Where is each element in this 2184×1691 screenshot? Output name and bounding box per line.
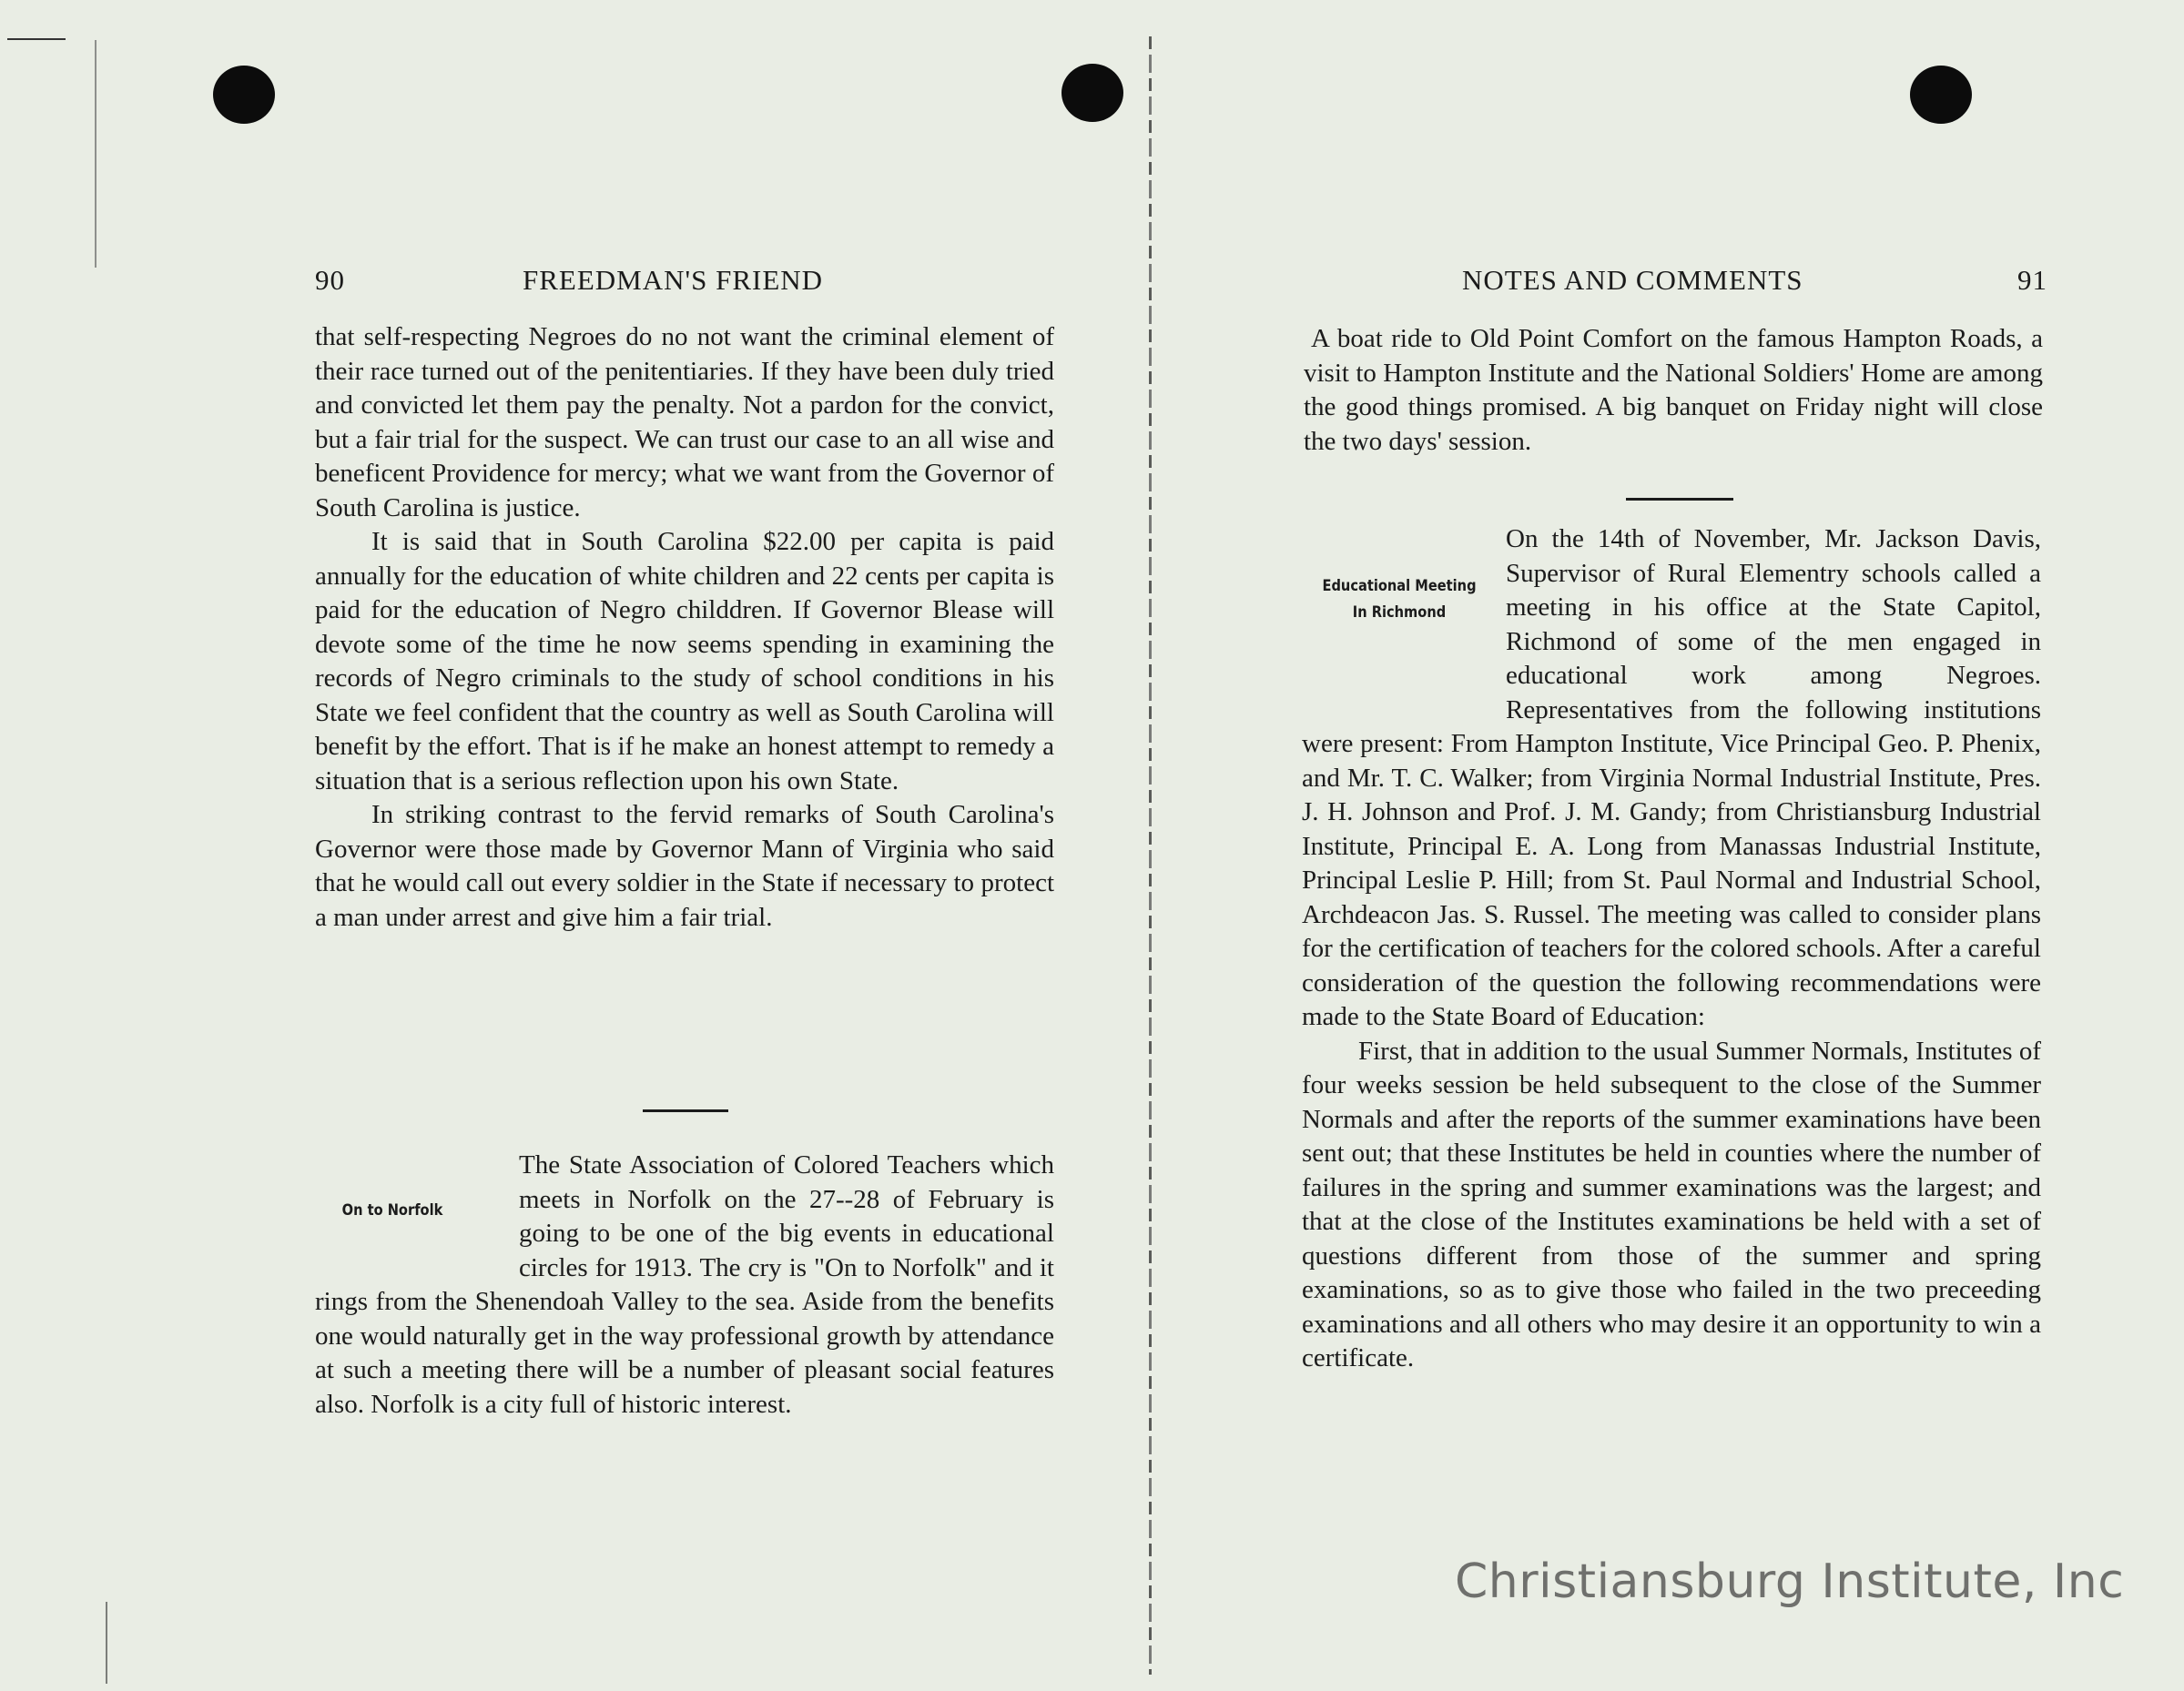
right-intro-block (1304, 322, 2043, 459)
paragraph-south-carolina-education: It is said that in South Carolina $22.00 per capita is paid annually for the education of white children and 22 cents per capita is paid for the education of Negro childdren. If Governor Blease will devote some of the time he now seems spending in examining the records of Negro criminals to the study of school conditions in his State we feel confident that the country as well as South Carolina will benefit by the effort. That is if he make an honest attempt to remedy a situation that is a serious reflection upon his own State. (315, 527, 1054, 795)
left-page-body (315, 320, 1054, 935)
paragraph-boat-ride: A boat ride to Old Point Comfort on the famous Hampton Roads, a visit to Hampton Institute and the National Soldiers' Home are among the good things promised. A big banquet on Friday night will close the two days' session. (1304, 324, 2043, 456)
paragraph-first-recommendation: First, that in addition to the usual Summer Normals, Institutes of four weeks session be held subsequent to the close of the Summer Normals and after the reports of the summer examinations have been sent out; that these Institutes be held in counties where the number of failures in the spring and summer examinations was the largest; and that at the close of the Institutes examinations be held with a set of questions different from those of the summer and spring examinations, so as to give those who failed in the two preceeding examinations and all others who may desire it an opportunity to win a certificate. (1302, 1036, 2041, 1372)
edge-mark-left-bottom (106, 1602, 107, 1684)
paragraph-criminal-element: that self-respecting Negroes do no not want the criminal element of their race turned out of the penitentiaries. If they have been duly tried and convicted let them pay the penalty. Not a pardon for the convict, but a fair trial for the suspect. We can trust our case to an all wise and beneficent Providence for mercy; what we want from the Governor of South Carolina is justice. (315, 322, 1054, 522)
side-heading-richmond (1315, 573, 1483, 626)
right-page-number: 91 (2017, 264, 2047, 296)
left-running-head: FREEDMAN'S FRIEND (523, 264, 824, 296)
side-heading-richmond-line1: Educational Meeting (1322, 577, 1477, 595)
binding-gutter (1149, 36, 1152, 1675)
punch-hole-right (1910, 66, 1972, 124)
paragraph-governor-mann: In striking contrast to the fervid remarks of South Carolina's Governor were those made by Governor Mann of Virginia who said that he would call out every soldier in the State if necessary to protect a man under arrest and give him a fair trial. (315, 800, 1054, 932)
paragraph-norfolk: The State Association of Colored Teachers which meets in Norfolk on the 27--28 of February is going to be one of the big events in educational circles for 1913. The cry is "On to Norfolk" and it rings from the Shenendoah Valley to the sea. Aside from the benefits one would naturally get in the way professional growth by attendance at such a meeting there will be a number of pleasant social features also. Norfolk is a city full of historic interest. (315, 1150, 1054, 1419)
edge-mark-top-left (7, 38, 66, 40)
punch-hole-center (1062, 64, 1123, 122)
left-page-number: 90 (315, 264, 345, 296)
side-heading-norfolk: On to Norfolk (341, 1201, 443, 1220)
richmond-side-heading-box (1302, 522, 1506, 694)
punch-hole-left (213, 66, 275, 124)
right-running-head: NOTES AND COMMENTS (1462, 264, 1803, 296)
edge-mark-left-vertical (95, 40, 97, 268)
richmond-section (1302, 522, 2041, 1376)
watermark: Christiansburg Institute, Inc (1455, 1554, 2125, 1609)
section-divider-left (643, 1109, 728, 1112)
norfolk-side-heading-box (315, 1149, 519, 1285)
side-heading-richmond-line2: In Richmond (1352, 603, 1447, 622)
norfolk-section (315, 1149, 1054, 1422)
section-divider-right (1626, 498, 1733, 501)
paragraph-richmond-meeting: On the 14th of November, Mr. Jackson Davis, Supervisor of Rural Elementry schools called a meeting in his office at the State Capitol, Richmond of some of the men engaged in educational work among Negroes. Representatives from the following institutions were present: From Hampton Institute, Vice Principal Geo. P. Phenix, and Mr. T. C. Walker; from Virginia Normal Industrial Institute, Pres. J. H. Johnson and Prof. J. M. Gandy; from Christiansburg Industrial Institute, Principal E. A. Long from Manassas Industrial Institute, Principal Leslie P. Hill; from St. Paul Normal and Industrial School, Archdeacon Jas. S. Russel. The meeting was called to consider plans for the certification of teachers for the colored schools. After a careful consideration of the question the following recommendations were made to the State Board of Education: (1302, 524, 2041, 1031)
